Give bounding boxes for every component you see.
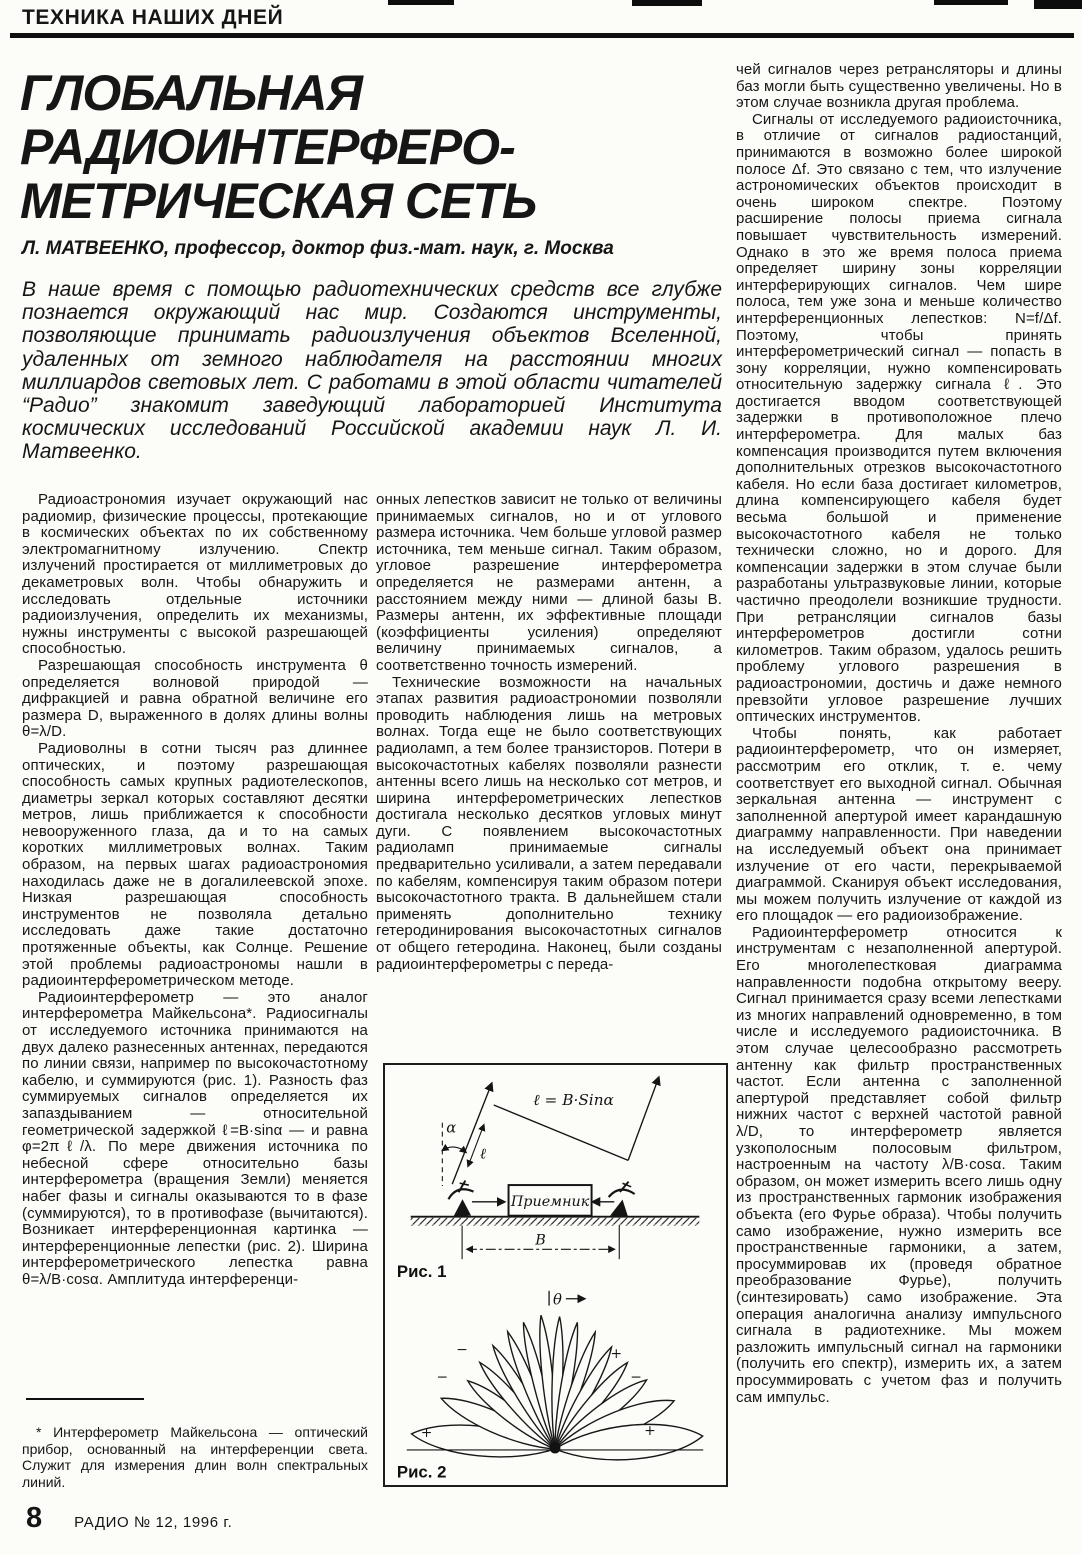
figure1-diagram <box>397 1077 699 1281</box>
lobe-sign: − <box>630 1369 642 1386</box>
body-paragraph: Технические возможности на начальных этапах развития радиоастрономии позволяли проводить наблюдения лишь на метровых волнах. Тогда еще не было соответствующих радиоламп, а тем более транзисторов. Потери в высокочастотных кабелях позволяли разнести антенны всего лишь на несколько сот метров, и ширина интерферометрических лепестков достигала несколько десятков угловых минут дуги. С появлением высокочастотных радиоламп принимаемые сигналы предварительно усиливали, а затем передавали по кабелям, компенсируя таким образом потери высокочастотного тракта. В дальнейшем стали применять дополнительно технику гетеродинирования высокочастотных сигналов от общего гетеродина. Наконец, были созданы радиоинтерферометры с переда- <box>376 673 722 973</box>
title-line: РАДИОИНТЕРФЕРО- <box>20 119 515 175</box>
incoming-ray-left <box>452 1083 492 1184</box>
wavefront-line <box>494 1105 628 1160</box>
byline: Л. МАТВЕЕНКО, профессор, доктор физ.-мат. наук, г. Москва <box>22 238 614 259</box>
lobe-origin <box>550 1443 561 1454</box>
scan-artifact <box>1034 0 1082 9</box>
article-title <box>20 66 536 228</box>
figure2-diagram <box>397 1291 704 1482</box>
lobe-sign: − <box>456 1342 468 1359</box>
figure1-formula: ℓ = B·Sinα <box>533 1090 614 1109</box>
incoming-ray-right <box>628 1077 659 1160</box>
body-paragraph: Разрешающая способность инструмента θ определяется волновой природой — дифракцией и равна обратной величине его размера D, выраженного в долях длины волны θ=λ/D. <box>22 656 368 741</box>
lead-paragraph: В наше время с помощью радиотехнических средств все глубже познается окружающий нас мир. Создаются инструменты, позволяющие принимать радиоизлучения объектов Вселенной, удаленных от земного наблюдателя на расстоянии многих миллиардов световых лет. С работами в этой области читателей “Радио” знакомит заведующий лабораторией Института космических исследований Российской академии наук Л. И. Матвеенко. <box>22 278 722 464</box>
interferometer-figures <box>385 1065 726 1485</box>
body-paragraph: Сигналы от исследуемого радиоисточника, в отличие от сигналов радиостанций, принимаются в возможно более широкой полосе Δf. Это связано с тем, что излучение астрономических объектов происходит в очень широком спектре. Поэтому расширение полосы приема сигнала повышает чувствительность измерений. Однако в это же время полоса приема определяет ширину зоны корреляции интерферирующих сигналов. Чем шире полоса, тем уже зона и меньше количество интерференционных лепестков: N=f/Δf. Поэтому, чтобы принять интерферометрический сигнал — попасть в зону корреляции, нужно компенсировать относительную задержку сигнала ℓ. Это достигается вводом соответствующей задержки в противоположное плечо интерферометра. Для малых баз компенсация производится путем включения дополнительных отрезков высокочастотного кабеля. Но если база достигает километров, длина компенсирующего кабеля будет весьма большой и применение высокочастотного кабеля не только технически сложно, но и дорого. Для компенсации задержки в этом случае были разработаны ультразвуковые линии, которые частично преодолели возникшие трудности. При ретрансляции сигналов базы интерферометров достигли сотни километров. Таким образом, удалось решить проблему углового разрешения в радиоастрономии, достичь и даже немного превзойти угловое разрешение лучших оптических инструментов. <box>736 110 1062 726</box>
column-right <box>736 62 1062 1520</box>
figure1-caption: Рис. 1 <box>396 1261 447 1281</box>
scan-artifact <box>934 0 1008 5</box>
lobe-sign: + <box>610 1346 623 1363</box>
column-left <box>22 492 368 1376</box>
figure-panel <box>383 1063 728 1487</box>
body-paragraph: Радиоинтерферометр относится к инструментам с незаполненной апертурой. Его многолепестковая диаграмма направленности подобна открытому вееру. Сигнал принимается сразу всеми лепестками из многих направлений одновременно, в том числе и исследуемого радиоисточника. В этом случае целесообразно рассмотреть антенну как фильтр пространственных частот. Если антенна с заполненной апертурой представляет собой фильтр нижних частот с верхней частотой равной λ/D, то интерферометр является узкополосным полосовым фильтром, настроенным на частоту λ/B·cosα. Таким образом, он может измерить всего лишь одну из пространственных гармоник изображения объекта (его Фурье образа). Чтобы получить само изображение, нужно измерить все пространственные гармоники, а затем, просуммировав их (проведя обратное преобразование Фурье), получить (синтезировать) само изображение. Эта операция аналогична анализу импульсного сигнала в радиотехнике. Мы можем разложить импульсный сигнал на гармоники (получить его спектр), измерить их, а затем просуммировать с учетом фаз и получить сам импульс. <box>736 923 1062 1406</box>
baseline-label: B <box>535 1232 546 1249</box>
body-paragraph: онных лепестков зависит не только от величины принимаемых сигналов, но и от углового размера источника. Чем больше угловой размер источника, тем меньше сигнал. Таким образом, угловое разрешение интерферометра определяется не размерами антенн, а расстоянием между ними — длиной базы B. Размеры антенн, их эффективные площади (коэффициенты усиления) определяют величину принимаемых сигналов, а соответственно точность измерений. <box>376 492 722 674</box>
scan-artifact <box>388 0 454 5</box>
lobe-sign: − <box>436 1369 449 1386</box>
body-paragraph: чей сигналов через ретрансляторы и длины баз могли быть существенно увеличены. Но в этом случае возникла другая проблема. <box>736 62 1062 112</box>
issue-line: РАДИО № 12, 1996 г. <box>74 1514 233 1531</box>
lobe-sign: + <box>420 1425 433 1442</box>
ground-hatching <box>411 1218 700 1226</box>
receiver-label: Приемник <box>510 1193 590 1210</box>
antenna-icon <box>447 1180 476 1217</box>
alpha-label: α <box>446 1119 457 1137</box>
section-kicker: ТЕХНИКА НАШИХ ДНЕЙ <box>22 6 284 29</box>
page-footer <box>26 1502 232 1535</box>
scan-artifact <box>632 0 702 6</box>
theta-label: θ <box>553 1291 562 1309</box>
lobe-sign: + <box>644 1423 656 1440</box>
body-paragraph: Чтобы понять, как работает радиоинтерферометр, что он измеряет, рассмотрим его отклик, т. е. чему соответствует его выходной сигнал. Обычная зеркальная антенна — инструмент с заполненной апертурой имеет карандашную диаграмму направленности. При наведении на исследуемый объект она принимает излучение от его части, перекрываемой диаграммой. Сканируя объект исследования, мы можем получить излучение от каждой из его площадок — его радиоизображение. <box>736 724 1062 925</box>
title-line: ГЛОБАЛЬНАЯ <box>20 65 362 121</box>
footnote: * Интерферометр Майкельсона — оптический прибор, основанный на интерференции света. Служит для измерения длин волн спектральных линий. <box>22 1424 368 1490</box>
alpha-angle-arc <box>442 1147 466 1152</box>
body-paragraph: Радиоинтерферометр — это аналог интерферометра Майкельсона*. Радиосигналы от исследуемого источника принимаются на двух далеко разнесенных антеннах, передаются по линии связи, например по высокочастотному кабелю, и суммируются (рис. 1). Разность фаз суммируемых сигналов определяется их запаздыванием — относительной геометрической задержкой ℓ=B·sinα — и равна φ=2πℓ/λ. По мере движения источника по небесной сфере относительно базы интерферометра (вращения Земли) меняется набег фазы и сигналы оказываются то в фазе (суммируются), то в противофазе (вычитаются). Возникает интерференционная картинка — интерференционные лепестки (рис. 2). Ширина интерферометрического лепестка равна θ=λ/B·cosα. Амплитуда интерференци- <box>22 988 368 1288</box>
footnote-rule <box>26 1398 144 1400</box>
figure2-caption: Рис. 2 <box>396 1462 447 1482</box>
header-rule <box>10 33 1074 38</box>
body-paragraph: Радиоволны в сотни тысяч раз длиннее оптических, и поэтому разрешающая способность самых крупных радиотелескопов, диаметры зеркал которых составляют десятки метров, лишь приближается к способности невооруженного глаза, да и то на самых коротких миллиметровых волнах. Таким образом, на первых шагах радиоастрономия находилась даже не в догалилеевской эпохе. Низкая разрешающая способность инструментов не позволяла детально исследовать даже такие достаточно протяженные объекты, как Солнце. Решение этой проблемы радиоастрономы нашли в радиоинтерферометрическом методе. <box>22 739 368 990</box>
delay-label: ℓ <box>479 1145 487 1163</box>
page-number: 8 <box>26 1502 43 1534</box>
column-middle <box>376 492 722 1058</box>
antenna-icon <box>607 1180 635 1216</box>
body-paragraph: Радиоастрономия изучает окружающий нас радиомир, физические процессы, протекающие в космических объектах по их собственному электромагнитному излучению. Спектр излучений простирается от миллиметровых до декаметровых волн. Чтобы обнаружить и исследовать отдельные источники радиоизлучения, определить их механизмы, нужны инструменты с высокой разрешающей способностью. <box>22 492 368 658</box>
title-line: МЕТРИЧЕСКАЯ СЕТЬ <box>20 173 537 229</box>
